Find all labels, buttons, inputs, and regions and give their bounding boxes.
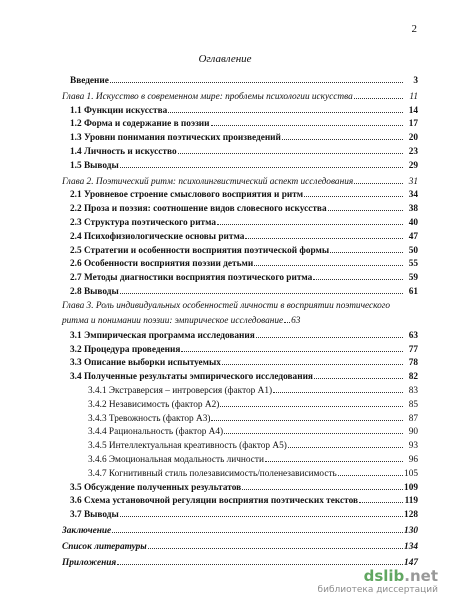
toc-leader-dots (110, 73, 403, 83)
toc-leader-dots (288, 438, 403, 448)
toc-entry-page: 3 (413, 76, 418, 86)
toc-entry (62, 369, 418, 383)
toc-entry (62, 256, 418, 270)
toc-leader-dots (256, 328, 403, 338)
toc-entry (62, 493, 418, 507)
toc-entry (62, 89, 418, 103)
toc-entry-page: 83 (408, 385, 418, 396)
toc-leader-dots (224, 424, 403, 434)
toc-entry (62, 229, 418, 243)
toc-entry (62, 466, 418, 480)
toc-entry-title: 3.4.5 Интеллектуальная креативность (фактор А5) (88, 441, 287, 452)
toc-entry-title: 2.5 Стратегии и особенности восприятия поэтической формы (70, 245, 330, 256)
toc-leader-dots (181, 342, 403, 352)
toc-entry-title: 3.4 Полученные результаты эмпирического исследования (70, 372, 313, 383)
toc-entry (62, 539, 418, 553)
toc-entry-page: 23 (408, 146, 418, 157)
toc-entry-title: Глава 1. Искусство в современном мире: проблемы психологии искусства (62, 91, 353, 102)
toc-leader-dots (282, 130, 403, 140)
toc-entry-title: Список литературы (62, 541, 147, 552)
toc-entry-page: 105 (404, 468, 418, 479)
toc-entry-title: 3.4.7 Когнитивный стиль полезависимость/поленезависимость (88, 468, 337, 479)
toc-entry (62, 507, 418, 521)
watermark-logo-text: dslib (363, 567, 405, 585)
toc-entry-title: 1.5 Выводы (70, 160, 119, 171)
toc-entry-page: 119 (404, 496, 418, 507)
toc-entry-page: 29 (408, 160, 418, 171)
toc-leader-dots (284, 313, 290, 323)
toc-entry-title: Приложения (62, 557, 117, 568)
toc-leader-dots (330, 243, 403, 253)
toc-entry-page: 14 (408, 105, 418, 116)
toc-entry-page: 59 (408, 273, 418, 284)
toc-leader-dots (254, 256, 403, 266)
toc-leader-dots (217, 215, 403, 225)
toc-entry-title: 3.4.4 Рациональность (фактор А4) (88, 427, 224, 438)
toc-entry (62, 270, 418, 284)
toc-entry-page: 90 (408, 427, 418, 438)
toc-entry-page: 47 (408, 231, 418, 242)
toc-entry (62, 411, 418, 425)
toc-entry (62, 424, 418, 438)
toc-leader-dots (359, 493, 403, 503)
table-of-contents (62, 73, 418, 568)
toc-entry (62, 523, 418, 537)
toc-entry (62, 438, 418, 452)
toc-entry (62, 130, 418, 144)
toc-entry-title: 2.6 Особенности восприятия поэзии детьми (70, 259, 254, 270)
toc-entry (62, 73, 418, 87)
toc-leader-dots (220, 397, 403, 407)
toc-entry-title: 3.4.2 Независимость (фактор А2) (88, 399, 220, 410)
toc-entry (62, 103, 418, 117)
toc-entry-title: 3.4.3 Тревожность (фактор А3) (88, 413, 211, 424)
toc-leader-dots (304, 187, 403, 197)
toc-entry-page: 38 (408, 204, 418, 215)
toc-entry-page: 63 (408, 330, 418, 341)
toc-entry-page: 20 (408, 133, 418, 144)
toc-leader-dots (354, 174, 403, 184)
toc-entry-title: 3.6 Схема установочной регуляции восприятия поэтических текстов (70, 496, 359, 507)
toc-entry (62, 187, 418, 201)
toc-entry-title: Заключение (62, 525, 112, 536)
toc-leader-dots (117, 555, 403, 565)
toc-leader-dots (245, 229, 403, 239)
toc-entry-page: 31 (408, 176, 418, 187)
toc-entry-title: 1.1 Функции искусства (70, 105, 168, 116)
toc-entry-title: 2.8 Выводы (70, 286, 119, 297)
toc-leader-dots (222, 355, 403, 365)
watermark (316, 567, 438, 595)
toc-entry-page: 130 (404, 525, 418, 536)
toc-entry-page: 147 (404, 557, 418, 568)
watermark-logo-suffix: .net (404, 567, 438, 585)
toc-entry-title: 2.4 Психофизиологические основы ритма (70, 231, 245, 242)
toc-entry (62, 397, 418, 411)
toc-entry-page: 50 (408, 245, 418, 256)
toc-leader-dots (211, 411, 403, 421)
toc-entry-page: 96 (408, 454, 418, 465)
toc-leader-dots (178, 144, 403, 154)
toc-entry-title: 3.7 Выводы (70, 510, 119, 521)
toc-entry-title: 2.3 Структура поэтического ритма (70, 217, 217, 228)
toc-entry-title: Глава 2. Поэтический ритм: психолингвистический аспект исследования (62, 176, 354, 187)
toc-entry-page: 55 (408, 259, 418, 270)
toc-entry-page: 85 (408, 399, 418, 410)
toc-entry-title: 3.2 Процедура проведения (70, 344, 181, 355)
toc-title: Оглавление (198, 53, 252, 65)
watermark-subtitle: библиотека диссертаций (317, 585, 438, 595)
toc-entry-title: 2.2 Проза и поэзия: соотношение видов словесного искусства (70, 204, 327, 215)
toc-leader-dots (120, 284, 403, 294)
toc-entry (62, 201, 418, 215)
toc-entry (62, 452, 418, 466)
toc-entry-title: 2.7 Методы диагностики восприятия поэтического ритма (70, 273, 313, 284)
watermark-logo (364, 567, 438, 585)
toc-entry (62, 480, 418, 494)
toc-entry-page: 11 (409, 91, 418, 102)
toc-leader-dots (313, 270, 403, 280)
toc-entry (62, 158, 418, 172)
toc-entry-page: 77 (408, 344, 418, 355)
toc-entry-title: 3.4.6 Эмоциональная модальность личности (88, 454, 264, 465)
toc-entry (62, 383, 418, 397)
toc-leader-dots (211, 116, 403, 126)
toc-entry (62, 144, 418, 158)
toc-entry-page: 40 (408, 217, 418, 228)
toc-entry-title: 1.4 Личность и искусство (70, 146, 177, 157)
toc-leader-dots (338, 466, 403, 476)
toc-entry-title: 3.5 Обсуждение полученных результатов (70, 482, 242, 493)
toc-entry-page: 87 (408, 413, 418, 424)
toc-entry-page: 34 (408, 190, 418, 201)
toc-entry-title: 3.3 Описание выборки испытуемых (70, 358, 221, 369)
toc-entry-page: 17 (408, 119, 418, 130)
toc-entry-page: 63 (291, 315, 301, 326)
toc-entry-page: 82 (408, 372, 418, 383)
toc-leader-dots (168, 103, 403, 113)
toc-leader-dots (148, 539, 403, 549)
toc-leader-dots (120, 158, 403, 168)
toc-leader-dots (265, 452, 403, 462)
toc-entry-title: 2.1 Уровневое строение смыслового восприятия и ритм (70, 190, 304, 201)
toc-entry (62, 243, 418, 257)
toc-leader-dots (328, 201, 403, 211)
toc-entry (62, 300, 418, 328)
toc-entry-page: 78 (408, 358, 418, 369)
toc-leader-dots (242, 480, 403, 490)
toc-entry (62, 284, 418, 298)
toc-leader-dots (120, 507, 403, 517)
page-number: 2 (411, 23, 417, 35)
toc-entry-title: Введение (70, 76, 109, 86)
toc-entry (62, 328, 418, 342)
toc-entry-title: Глава 3. Роль индивидуальных особенностей личности в восприятии поэтического ритма и понимании поэзии: эмпирическое исследование (62, 300, 391, 326)
toc-entry-title: 3.1 Эмпирическая программа исследования (70, 330, 255, 341)
toc-entry-title: 1.3 Уровни понимания поэтических произведений (70, 133, 281, 144)
toc-entry-page: 134 (404, 541, 418, 552)
toc-entry (62, 174, 418, 188)
toc-entry-title: 3.4.1 Экстраверсия – интроверсия (фактор А1) (88, 385, 273, 396)
toc-entry-page: 109 (404, 482, 418, 493)
toc-entry-page: 61 (408, 286, 418, 297)
toc-entry-title: 1.2 Форма и содержание в поэзии (70, 119, 210, 130)
toc-leader-dots (273, 383, 403, 393)
toc-leader-dots (314, 369, 403, 379)
toc-entry-page: 93 (408, 441, 418, 452)
toc-entry (62, 215, 418, 229)
toc-leader-dots (354, 89, 403, 99)
toc-entry-page: 128 (404, 510, 418, 521)
toc-entry (62, 116, 418, 130)
toc-leader-dots (112, 523, 403, 533)
toc-entry (62, 355, 418, 369)
toc-entry (62, 342, 418, 356)
